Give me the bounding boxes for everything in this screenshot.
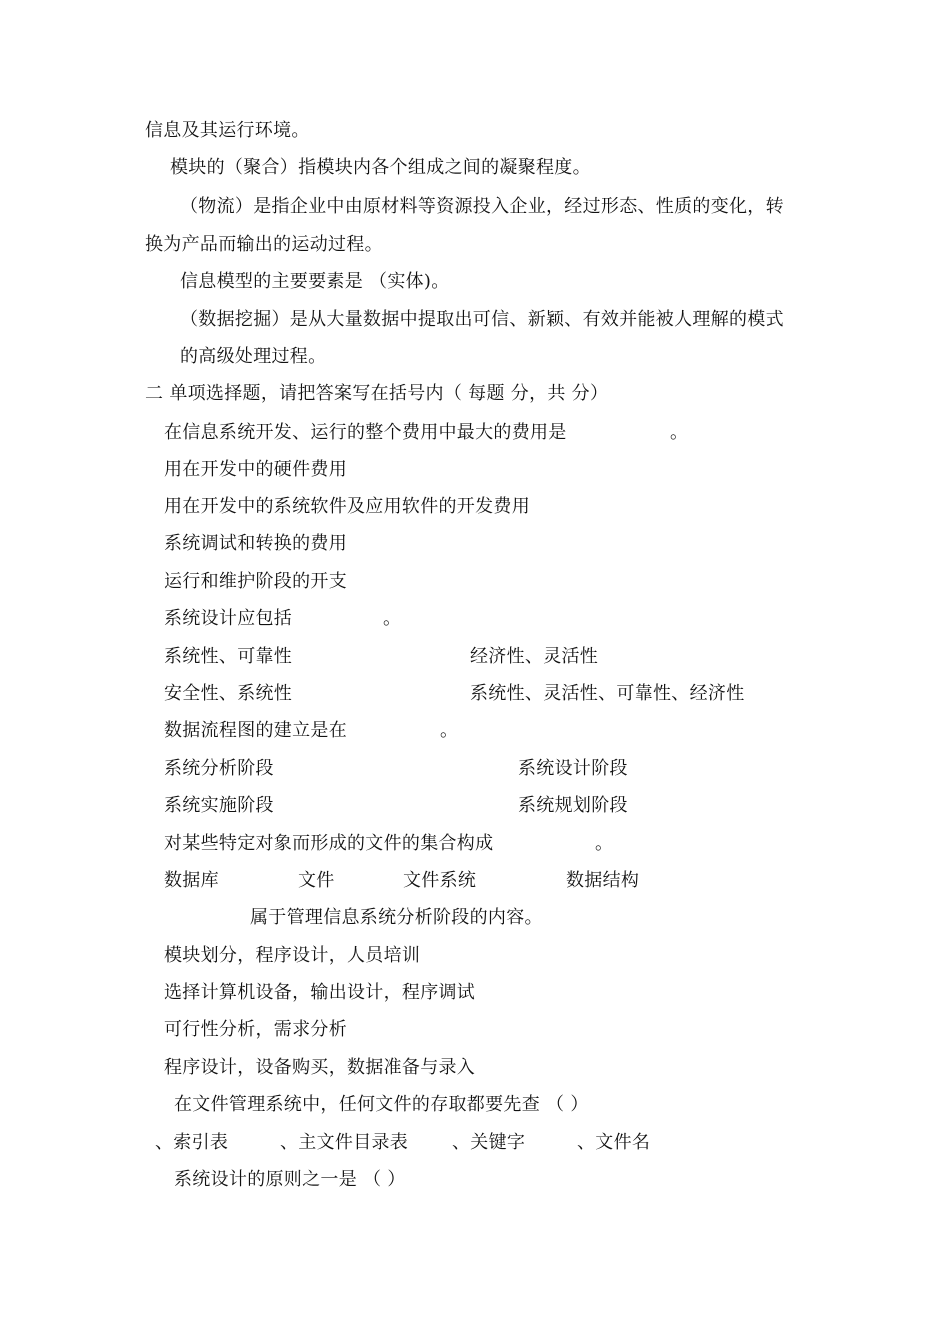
section-heading: 二 单项选择题，请把答案写在括号内（ 每题 分，共 分） (145, 383, 609, 404)
option-text: 、主文件目录表 (280, 1132, 409, 1153)
question-stem: 系统设计应包括 (164, 608, 293, 629)
text-line: 模块的（聚合）指模块内各个组成之间的凝聚程度。 (170, 157, 591, 178)
option-text: 数据结构 (566, 870, 640, 891)
option-text: 用在开发中的系统软件及应用软件的开发费用 (164, 496, 530, 517)
text-line: 的高级处理过程。 (180, 346, 327, 367)
option-text: 安全性、系统性 (164, 683, 293, 704)
question-stem: 对某些特定对象而形成的文件的集合构成 (164, 833, 494, 854)
option-text: 系统调试和转换的费用 (164, 533, 347, 554)
option-text: 系统性、可靠性 (164, 646, 293, 667)
question-stem-end: 。 (595, 833, 614, 854)
option-text: 系统规划阶段 (518, 795, 628, 816)
text-line: 信息模型的主要要素是 （实体)。 (180, 271, 450, 292)
text-line: （物流）是指企业中由原材料等资源投入企业，经过形态、性质的变化，转 (180, 196, 784, 217)
question-stem-end: 。 (383, 608, 402, 629)
question-stem: 系统设计的原则之一是 （ ） (174, 1169, 406, 1190)
option-text: 经济性、灵活性 (470, 646, 599, 667)
option-text: 、索引表 (155, 1132, 229, 1153)
option-text: 文件 (298, 870, 335, 891)
question-stem: 在文件管理系统中，任何文件的存取都要先查 （ ） (174, 1094, 589, 1115)
option-text: 、关键字 (452, 1132, 526, 1153)
option-text: 、文件名 (577, 1132, 651, 1153)
text-line: （数据挖掘）是从大量数据中提取出可信、新颖、有效并能被人理解的模式 (180, 309, 784, 330)
option-text: 运行和维护阶段的开支 (164, 571, 347, 592)
text-line: 换为产品而输出的运动过程。 (145, 234, 383, 255)
option-text: 可行性分析，需求分析 (164, 1019, 347, 1040)
option-text: 系统设计阶段 (518, 758, 628, 779)
option-text: 系统分析阶段 (164, 758, 274, 779)
question-stem-end: 。 (440, 720, 459, 741)
option-text: 文件系统 (403, 870, 477, 891)
question-stem: 在信息系统开发、运行的整个费用中最大的费用是 (164, 422, 567, 443)
option-text: 系统性、灵活性、可靠性、经济性 (470, 683, 745, 704)
option-text: 模块划分，程序设计，人员培训 (164, 945, 421, 966)
option-text: 程序设计，设备购买，数据准备与录入 (164, 1057, 476, 1078)
question-stem: 属于管理信息系统分析阶段的内容。 (250, 907, 543, 928)
option-text: 选择计算机设备，输出设计，程序调试 (164, 982, 476, 1003)
question-stem: 数据流程图的建立是在 (164, 720, 347, 741)
question-stem-end: 。 (670, 422, 689, 443)
option-text: 系统实施阶段 (164, 795, 274, 816)
option-text: 数据库 (164, 870, 219, 891)
text-line: 信息及其运行环境。 (145, 120, 310, 141)
option-text: 用在开发中的硬件费用 (164, 459, 347, 480)
